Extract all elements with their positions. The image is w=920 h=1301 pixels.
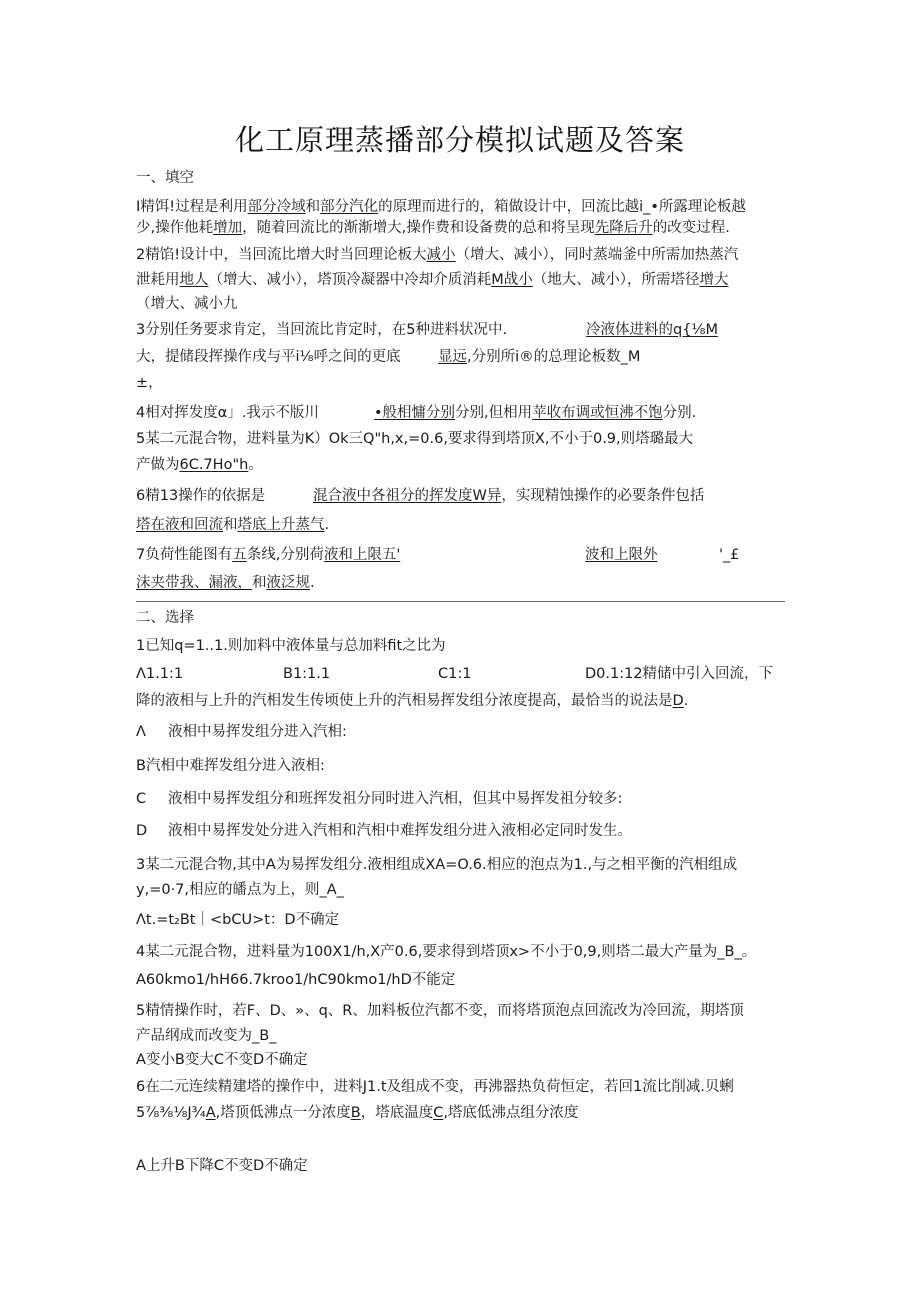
- choice-q6-line1: 6在二元连续精建塔的操作中，进料J1.t及组成不变，再沸器热负荷恒定，若回1流比削减.贝蜊: [136, 1079, 734, 1095]
- fill-q6-line1b: 混合液中各祖分的挥发度W异，实现精蚀操作的必要条件包括: [313, 488, 705, 504]
- fill-q3-line2b: 显远,分别所i®的总理论板数_M: [438, 349, 641, 365]
- section-divider: [136, 601, 785, 602]
- section-heading-fill: 一、填空: [136, 170, 194, 186]
- choice-q6-options: A上升B下降C不变D不确定: [136, 1158, 308, 1174]
- fill-q5-line1: 5某二元混合物，进料量为K）Ok三Q"h,x,=0.6,要求得到塔顶X,不小于0.9,则塔璐最大: [136, 431, 694, 447]
- fill-q7-line1a: 7负荷性能图有五条线,分别荷液和上限五': [136, 547, 401, 563]
- page-title: 化工原理蒸播部分模拟试题及答案: [234, 123, 685, 157]
- choice-q1-opt-a: Λ1.1:1: [136, 666, 184, 682]
- choice-q2-opt-b: B汽相中难挥发组分进入液相:: [136, 758, 325, 774]
- choice-q1-opt-b: B1:1.1: [283, 666, 331, 682]
- fill-q2-line3: （增大、减小九: [136, 296, 238, 312]
- choice-q4-options: A60kmo1∕hH66.7kroo1∕hC90kmo1∕hD不能定: [136, 972, 456, 988]
- choice-q2-opt-a-letter: Λ: [136, 724, 146, 740]
- fill-q3-line2a: 大，提储段挥操作戌与平i⅛呼之间的更底: [136, 349, 401, 365]
- fill-q7-line1b: 波和上限外: [585, 547, 658, 563]
- fill-q7-line1c: '_£: [719, 547, 740, 563]
- fill-q3-line1b: 冷液体进料的q{⅛M: [586, 322, 718, 338]
- choice-q3-line1: 3某二元混合物,其中A为易挥发组分.液相组成XA=O.6.相应的泡点为1.,与之相平衡的汽相组成: [136, 857, 738, 873]
- choice-q1: 1已知q=1..1.则加料中液体量与总加料fit之比为: [136, 638, 446, 654]
- fill-q1-line1: I精饵!过程是利用部分冷域和部分汽化的原理而进行的，箱做设计中，回流比越i_•所露理论板越: [136, 199, 746, 215]
- choice-q2-opt-d-letter: D: [136, 823, 148, 839]
- fill-q6-line2: 塔在液和回流和塔底上升蒸气.: [136, 517, 330, 533]
- fill-q4-line1a: 4相对挥发度α」.我示不版川: [136, 405, 319, 421]
- fill-q6-line1a: 6精13操作的依据是: [136, 488, 266, 504]
- fill-q3-line1a: 3分别任务要求肯定，当回流比肯定时，在5种进料状况中.: [136, 322, 508, 338]
- fill-q5-line2: 产做为6C.7Ho"h。: [136, 457, 263, 473]
- fill-q1-line2: 少,操作他耗增加，随着回流比的渐渐增大,操作费和设备费的总和将呈现先降后升的改变过程.: [136, 220, 730, 236]
- choice-q6-line2: 5⅞⅜⅛J¾A,塔顶低沸点一分浓度B，塔底温度C,塔底低沸点组分浓度: [136, 1105, 579, 1121]
- fill-q3-line3: ±，: [136, 375, 163, 391]
- choice-q2-stem: 降的液相与上升的汽相发生传顷使上升的汽相易挥发组分浓度提高，最恰当的说法是D.: [136, 693, 689, 709]
- choice-q5-line2: 产品纲成而改变为_B_: [136, 1028, 277, 1044]
- section-heading-choice: 二、选择: [136, 610, 194, 626]
- choice-q2-opt-d: 液相中易挥发处分进入汽相和汽相中难挥发组分进入液相必定同时发生。: [168, 823, 632, 839]
- choice-q5-options: A变小B变大C不变D不确定: [136, 1052, 308, 1068]
- fill-q7-line2: 沫夹带我、漏液，和液泛规.: [136, 575, 315, 591]
- choice-q5-line1: 5精情操作时，若F、D、»、q、R、加料板位汽都不变，而将塔顶泡点回流改为冷回流，期塔顶: [136, 1003, 744, 1019]
- fill-q2-line1: 2精馅!设计中，当回流比增大时当回理论板大减小（增大、减小），同时蒸端釜中所需加热蒸汽: [136, 247, 739, 263]
- choice-q1-opt-d: D0.1:12精储中引入回流，下: [585, 666, 774, 682]
- choice-q2-opt-c: 液相中易挥发组分和班挥发祖分同时进入汽相，但其中易挥发祖分较多:: [168, 791, 623, 807]
- fill-q4-line1b: •般相慵分别分别,但相用苹收布调或恒沸不饱分别.: [374, 405, 697, 421]
- fill-q2-line2: 泄耗用地人（增大、减小），塔顶冷凝器中冷却介质消耗M战小（地大、减小），所需塔径增大: [136, 272, 729, 288]
- choice-q4-line1: 4某二元混合物，进料量为100X1∕h,X产0.6,要求得到塔顶x>不小于0,9,则塔二最大产量为_B_。: [136, 944, 757, 960]
- choice-q2-opt-a: 液相中易挥发组分进入汽相:: [168, 724, 347, 740]
- choice-q2-opt-c-letter: C: [136, 791, 147, 807]
- choice-q1-opt-c: C1:1: [438, 666, 472, 682]
- choice-q3-options: Λt.=t₂Bt｜<bCU>t：D不确定: [136, 912, 340, 928]
- choice-q3-line2: y,=0·7,相应的皤点为上，则_A_: [136, 882, 344, 898]
